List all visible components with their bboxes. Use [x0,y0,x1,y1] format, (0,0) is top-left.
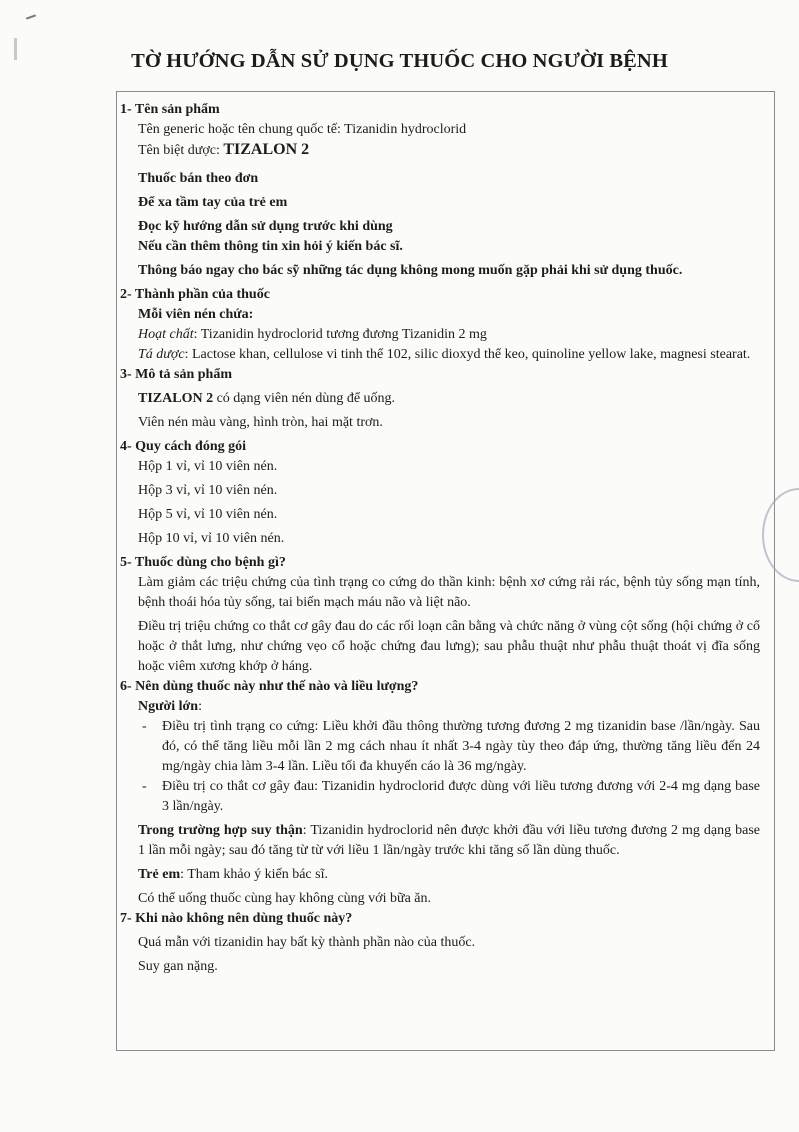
warning-children: Để xa tầm tay của trẻ em [138,195,288,210]
description-line-2: Viên nén màu vàng, hình tròn, hai mặt trơn. [138,415,383,430]
adult-colon: : [198,699,202,714]
adult-heading [120,697,760,717]
composition-sub: Mỗi viên nén chứa: [138,307,254,322]
section-3-heading: 3- Mô tả sản phẩm [120,367,233,382]
section-2-heading: 2- Thành phần của thuốc [120,287,270,302]
warning-read: Đọc kỹ hướng dẫn sử dụng trước khi dùng [138,219,393,234]
dosage-bullet-2 [120,777,760,817]
indication-2: Điều trị triệu chứng co thắt cơ gây đau do các rối loạn cân bằng và chức năng ở vùng cột sống (hội chứng ở cổ hoặc ở thắt lưng, như chứng vẹo cổ hoặc chứng đau lưng); sau phẫu thuật như phẫu thuật thoát vị đĩa sống hoặc viêm xương khớp ở háng. [138,619,760,674]
warning-report: Thông báo ngay cho bác sỹ những tác dụng không mong muốn gặp phải khi sử dụng thuốc. [138,263,683,278]
warning-prescription: Thuốc bán theo đơn [138,171,259,186]
section-5-heading: 5- Thuốc dùng cho bệnh gì? [120,555,286,570]
brand-name-line [120,140,760,161]
brand-label: Tên biệt dược: [138,143,224,158]
adult-label: Người lớn [138,699,199,714]
active-label: Hoạt chất [138,327,194,342]
description-brand: TIZALON 2 [138,391,214,406]
description-line-1 [120,389,760,409]
renal-dosage [120,821,760,861]
child-label: Trẻ em [138,867,181,882]
excipients-text: : Lactose khan, cellulose vi tinh thể 102, silic dioxyd thể keo, quinoline yellow lake, magnesi stearat. [184,347,751,362]
document-title: TỜ HƯỚNG DẪN SỬ DỤNG THUỐC CHO NGƯỜI BỆNH [131,50,668,72]
pack-item: Hộp 3 vỉ, vỉ 10 viên nén. [138,483,278,498]
excipients [120,345,760,365]
description-text: có dạng viên nén dùng để uống. [213,391,396,406]
dosage-bullet-1-text: Điều trị tình trạng co cứng: Liều khởi đầu thông thường tương đương 2 mg tizanidin base /lần/ngày. Sau đó, có thể tăng liều mỗi lần 2 mg cách nhau ít nhất 3-4 ngày tùy theo đáp ứng, thường tăng liều đến 24 mg/ngày chia làm 3-4 lần. Liều tối đa khuyến cáo là 36 mg/ngày. [162,719,760,774]
dosage-bullet-1 [120,717,760,777]
brand-name: TIZALON 2 [223,141,310,158]
bullet-marker: - [142,779,147,794]
document-body [120,100,760,977]
section-7-heading: 7- Khi nào không nên dùng thuốc này? [120,911,353,926]
contraindication-1: Quá mẫn với tizanidin hay bất kỳ thành phần nào của thuốc. [138,935,476,950]
pack-item: Hộp 1 vỉ, vỉ 10 viên nén. [138,459,278,474]
indication-1: Làm giảm các triệu chứng của tình trạng co cứng do thần kinh: bệnh xơ cứng rải rác, bệnh tủy sống mạn tính, bệnh thoái hóa tủy sống, tai biến mạch máu não và liệt não. [138,575,760,610]
child-text: : Tham khảo ý kiến bác sĩ. [180,867,328,882]
warning-ask-doctor: Nếu cần thêm thông tin xin hỏi ý kiến bác sĩ. [138,239,403,254]
pack-item: Hộp 10 vỉ, vỉ 10 viên nén. [138,531,285,546]
renal-label: Trong trường hợp suy thận [138,823,303,838]
section-6-heading: 6- Nên dùng thuốc này như thế nào và liều lượng? [120,679,419,694]
section-1-heading: 1- Tên sản phẩm [120,102,220,117]
contraindication-2: Suy gan nặng. [138,959,218,974]
generic-name: Tên generic hoặc tên chung quốc tế: Tizanidin hydroclorid [138,122,467,137]
pack-item: Hộp 5 vỉ, vỉ 10 viên nén. [138,507,278,522]
child-dosage [120,865,760,885]
scan-corner-mark [26,14,36,19]
section-4-heading: 4- Quy cách đóng gói [120,439,247,454]
active-text: : Tizanidin hydroclorid tương đương Tizanidin 2 mg [193,327,487,342]
active-ingredient [120,325,760,345]
bullet-marker: - [142,719,147,734]
excipients-label: Tá dược [138,347,185,362]
renal-text: : Tizanidin hydroclorid nên được khởi đầu với liều tương đương 2 mg dạng base 1 lần mỗi ngày; sau đó tăng từ từ với liều 1 lần/ngày trước khi tăng số lần dùng thuốc. [138,823,760,858]
dosage-bullet-2-text: Điều trị co thắt cơ gây đau: Tizanidin hydroclorid được dùng với liều tương đương với 2-4 mg dạng base 3 lần/ngày. [162,779,760,814]
food-note: Có thể uống thuốc cùng hay không cùng với bữa ăn. [138,891,431,906]
